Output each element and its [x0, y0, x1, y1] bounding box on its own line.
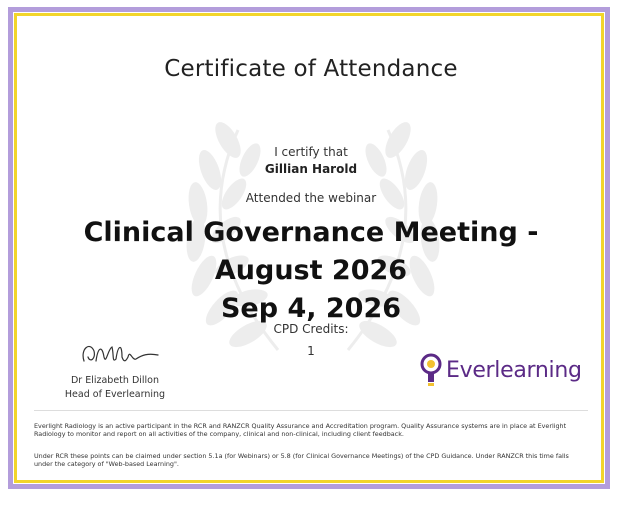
- certificate-title: Certificate of Attendance: [164, 56, 458, 82]
- cpd-credits-value: 1: [307, 344, 315, 358]
- attendee-name: Gillian Harold: [264, 162, 358, 176]
- logo-text: Everlearning: [446, 357, 582, 383]
- signer-name: Dr Elizabeth Dillon: [70, 375, 160, 386]
- course-title: Clinical Governance Meeting - August 2026: [83, 217, 539, 286]
- lightbulb-icon: [420, 352, 442, 388]
- everlearning-logo: [420, 350, 582, 390]
- signer-role: Head of Everlearning: [64, 389, 166, 400]
- event-date: Sep 4, 2026: [220, 293, 402, 324]
- fine-print-cpd: Under RCR these points can be claimed under section 5.1a (for Webinars) or 5.8 (for Clinical Governance Meetings) of the CPD Guidance. Under RANZCR this time falls under the category of "Web-based Learning".: [34, 452, 569, 468]
- fine-print-quality: Everlight Radiology is an active participant in the RCR and RANZCR Quality Assurance and Accreditation program. Quality Assurance systems are in place at Everlight Radiology to monitor and report on all activities of the company, clinical and non-clinical, including client feedback.: [34, 422, 567, 438]
- certify-text: I certify that: [274, 145, 348, 159]
- signature: [78, 335, 162, 371]
- signer-block: [40, 374, 190, 402]
- attended-text: Attended the webinar: [245, 191, 377, 205]
- cpd-credits-label: CPD Credits:: [273, 322, 349, 336]
- divider: [34, 410, 588, 411]
